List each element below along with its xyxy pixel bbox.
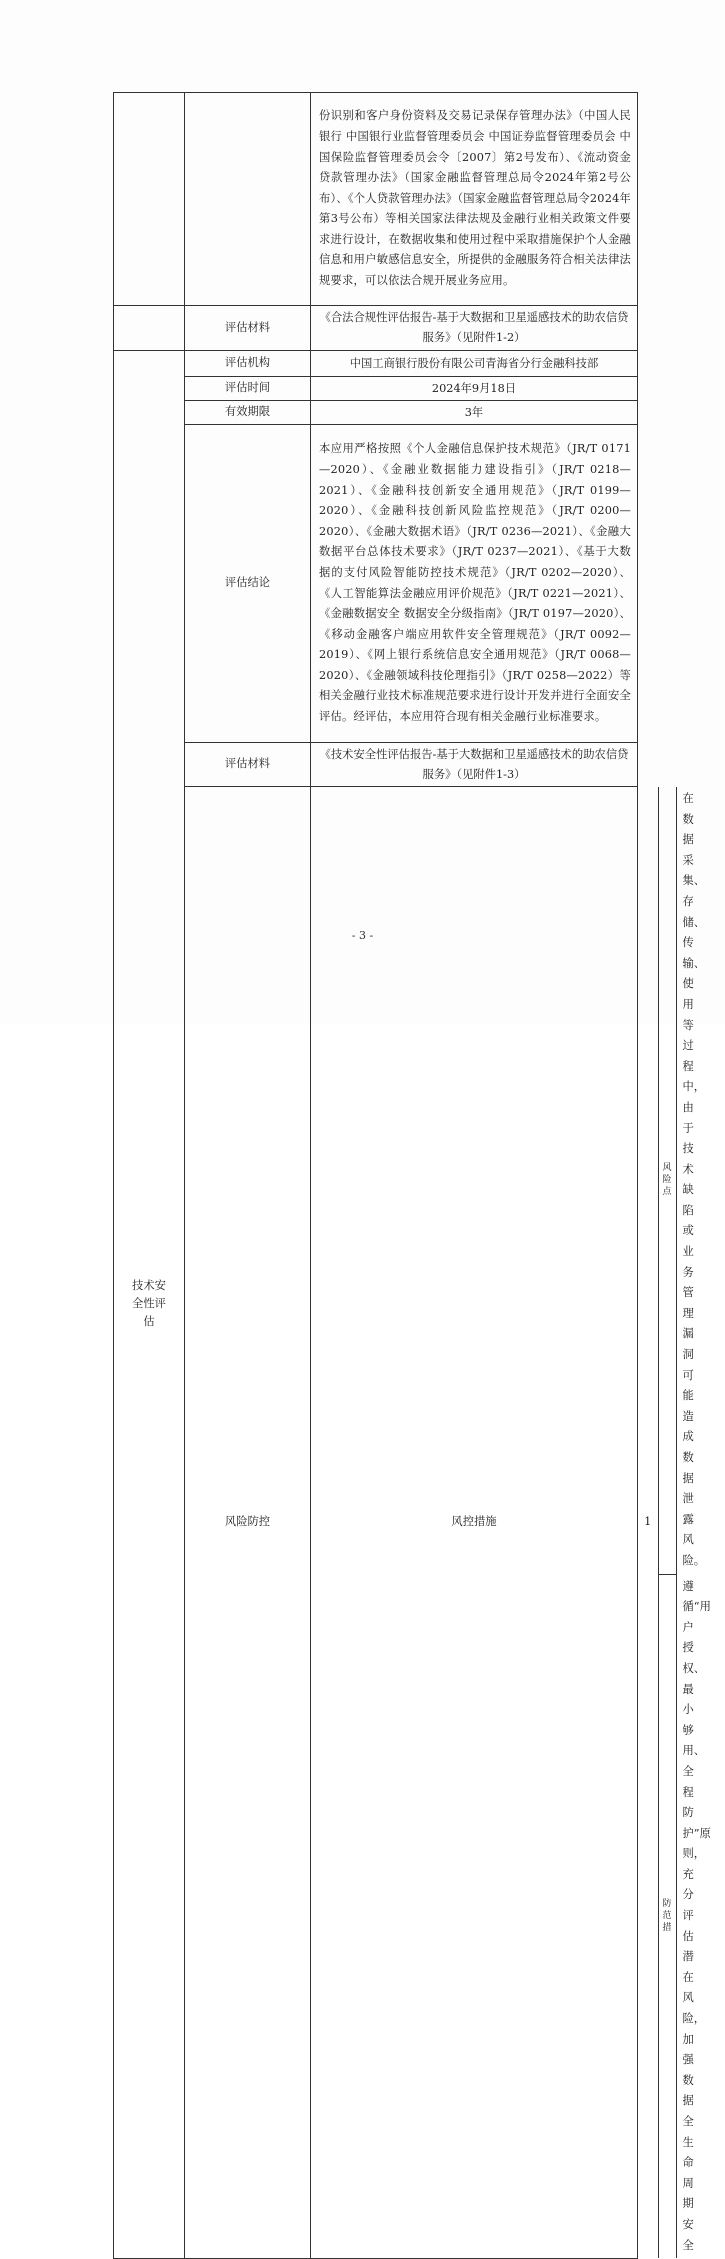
tech-row-material bbox=[114, 743, 638, 787]
risk-control-row bbox=[114, 787, 638, 2259]
risk-point-tag: 风险点 bbox=[658, 787, 676, 1574]
risk-measure-label: 风控措施 bbox=[311, 787, 638, 2259]
application-info-table bbox=[113, 92, 711, 2259]
compliance-material-value: 《合法合规性评估报告-基于大数据和卫星遥感技术的助农信贷服务》（见附件1-2） bbox=[319, 311, 629, 344]
blank-cell bbox=[114, 306, 185, 351]
tech-row-time bbox=[114, 377, 638, 401]
risk-item-number: 1 bbox=[638, 787, 658, 2258]
compliance-conclusion-row bbox=[114, 93, 638, 306]
compliance-conclusion-text: 份识别和客户身份资料及交易记录保存管理办法》（中国人民银行 中国银行业监督管理委员会 中国证券监督管理委员会 中国保险监督管理委员会令〔2007〕第2号发布）、《流动资金贷款管理办法》（国家金融监督管理总局令2024年第2号公布）、《个人贷款管理办法》（国家金融监督管理总局令2024年第3号公布）等相关国家法律法规及金融行业相关政策文件要求进行设计，在数据收集和使用过程中采取措施保护个人金融信息和用户敏感信息安全，所提供的金融服务符合相关法律法规要求，可以依法合规开展业务应用。 bbox=[319, 109, 631, 288]
prevention-tag: 防范措 bbox=[658, 1574, 676, 2258]
tech-conclusion-text: 本应用严格按照《个人金融信息保护技术规范》（JR/T 0171—2020）、《金融业数据能力建设指引》（JR/T 0218—2021）、《金融科技创新安全通用规范》（JR/T 0199—2020）、《金融科技创新风险监控规范》（JR/T 0200—2020）、《金融大数据术语》（JR/T 0236—2021）、《金融大数据平台总体技术要求》（JR/T 0237—2021）、《基于大数据的支付风险智能防控技术规范》（JR/T 0202—2020）、《人工智能算法金融应用评价规范》（JR/T 0221—2021）、《金融数据安全 数据安全分级指南》（JR/T 0197—2020）、《移动金融客户端应用软件安全管理规范》（JR/T 0092—2019）、《网上银行系统信息安全通用规范》（JR/T 0068—2020）、《金融领域科技伦理指引》（JR/T 0258—2022）等相关金融行业技术标准规范要求进行设计开发并进行全面安全评估。经评估，本应用符合现有相关金融行业标准要求。 bbox=[319, 442, 631, 724]
compliance-material-row bbox=[114, 306, 638, 351]
tech-material-value: 《技术安全性评估报告-基于大数据和卫星遥感技术的助农信贷服务》（见附件1-3） bbox=[319, 747, 629, 781]
tech-validity-value: 3年 bbox=[464, 405, 484, 419]
risk-measure-table: 1 风险点 在数据采集、存储、传输、使用等过程中，由于技术缺陷或业务管理漏洞可能造成数据泄露风险。 防范措 遵循“用户授权、最小够用、全程防护”原则，充分评估潜在风险，加强数据全生命周期安全 bbox=[638, 787, 676, 2258]
page-number: - 3 - bbox=[351, 929, 374, 942]
tech-material-label: 评估材料 bbox=[185, 743, 311, 787]
compliance-material-label: 评估材料 bbox=[185, 306, 311, 351]
risk-control-section-label: 风险防控 bbox=[185, 787, 311, 2259]
tech-time-value: 2024年9月18日 bbox=[431, 381, 517, 395]
tech-time-label: 评估时间 bbox=[185, 377, 311, 401]
tech-security-section-label: 技术安全性评估 bbox=[132, 1278, 166, 1328]
tech-conclusion-label: 评估结论 bbox=[185, 425, 311, 743]
tech-row-institution bbox=[114, 351, 638, 377]
tech-row-validity bbox=[114, 401, 638, 425]
blank-cell bbox=[185, 93, 311, 306]
tech-institution-label: 评估机构 bbox=[185, 351, 311, 377]
tech-row-conclusion bbox=[114, 425, 638, 743]
tech-validity-label: 有效期限 bbox=[185, 401, 311, 425]
tech-institution-value: 中国工商银行股份有限公司青海省分行金融科技部 bbox=[349, 356, 599, 370]
blank-cell bbox=[114, 93, 185, 306]
